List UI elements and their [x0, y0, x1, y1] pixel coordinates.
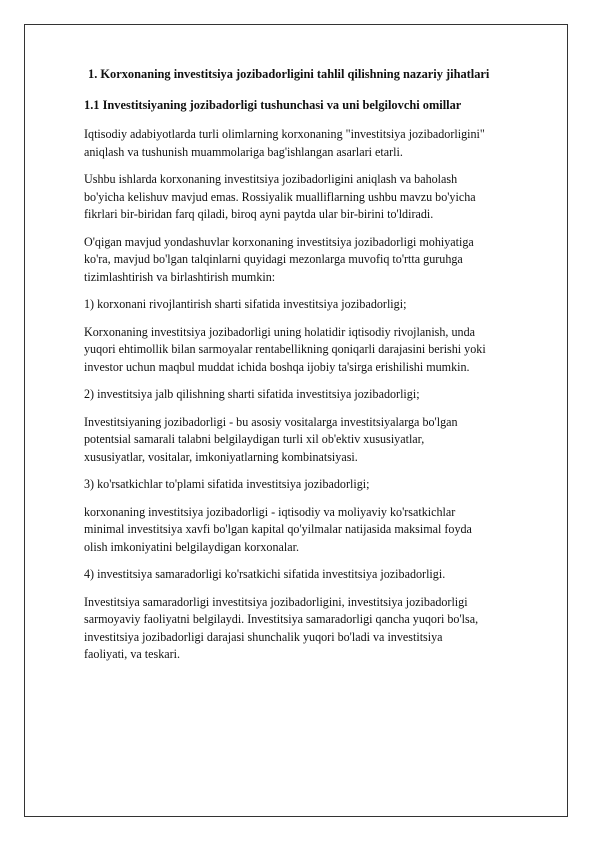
- text-line: Investitsiyaning jozibadorligi - bu asosiy vositalarga investitsiyalarga bo'lgan: [84, 414, 458, 429]
- text-line: xususiyatlar, vositalar, imkoniyatlarning kombinatsiyasi.: [84, 449, 358, 464]
- text-line: aniqlash va tushunish muammolariga bag'ishlangan asarlari etarli.: [84, 144, 403, 159]
- paragraph: [84, 414, 554, 467]
- list-item: [84, 476, 554, 494]
- section-heading: 1. Korxonaning investitsiya jozibadorligini tahlil qilishning nazariy jihatlari: [88, 67, 490, 81]
- text-line: Korxonaning investitsiya jozibadorligi uning holatidir iqtisodiy rivojlanish, unda: [84, 324, 475, 339]
- text-line: minimal investitsiya xavfi bo'lgan kapital qo'yilmalar natijasida maksimal foyda: [84, 522, 472, 536]
- text-line: olish imkoniyatini belgilaydigan korxonalar.: [84, 539, 299, 554]
- text-line: tizimlashtirish va birlashtirish mumkin:: [84, 269, 276, 284]
- text-line: potentsial samarali talabni belgilaydigan turli xil ob'ektiv xususiyatlar,: [84, 432, 425, 446]
- text-line: Iqtisodiy adabiyotlarda turli olimlarning korxonaning "investitsiya jozibadorligini": [84, 127, 485, 141]
- paragraph: [84, 234, 554, 287]
- text-line: O'qigan mavjud yondashuvlar korxonaning investitsiya jozibadorligi mohiyatiga: [84, 234, 474, 249]
- list-item: [84, 566, 554, 584]
- subsection-heading: 1.1 Investitsiyaning jozibadorligi tushunchasi va uni belgilovchi omillar: [84, 97, 462, 112]
- list-item: [84, 296, 554, 314]
- text-line: Investitsiya samaradorligi investitsiya jozibadorligini, investitsiya jozibadorligi: [84, 594, 468, 609]
- paragraph: [84, 594, 554, 664]
- text-line: Ushbu ishlarda korxonaning investitsiya jozibadorligini aniqlash va baholash: [84, 172, 458, 186]
- text-line: korxonaning investitsiya jozibadorligi - iqtisodiy va moliyaviy ko'rsatkichlar: [84, 504, 456, 519]
- paragraph: [84, 171, 554, 224]
- text-line: investitsiya jozibadorligi darajasi shunchalik yuqori bo'ladi va investitsiya: [84, 629, 443, 644]
- text-line: 1) korxonani rivojlantirish sharti sifatida investitsiya jozibadorligi;: [84, 297, 407, 311]
- text-line: yuqori ehtimollik bilan sarmoyalar rentabellikning qoniqarli darajasini berishi yoki: [84, 342, 486, 356]
- text-line: investor uchun maqbul muddat ichida boshqa ijobiy ta'sirga erishilishi mumkin.: [84, 359, 470, 374]
- text-line: bo'yicha kelishuv mavjud emas. Rossiyalik mualliflarning ushbu mavzu bo'yicha: [84, 189, 476, 204]
- text-line: ko'ra, mavjud bo'lgan talqinlarni quyidagi mezonlarga muvofiq to'rtta guruhga: [84, 252, 463, 266]
- text-line: faoliyati, va teskari.: [84, 647, 181, 661]
- document-body: [84, 66, 554, 674]
- paragraph: [84, 504, 554, 557]
- text-line: 2) investitsiya jalb qilishning sharti sifatida investitsiya jozibadorligi;: [84, 387, 420, 401]
- text-line: fikrlari bir-biridan farq qiladi, biroq ayni paytda ular bir-birini to'ldiradi.: [84, 207, 434, 221]
- paragraph: [84, 324, 554, 377]
- text-line: 4) investitsiya samaradorligi ko'rsatkichi sifatida investitsiya jozibadorligi.: [84, 567, 446, 581]
- list-item: [84, 386, 554, 404]
- paragraph: [84, 126, 554, 161]
- text-line: 3) ko'rsatkichlar to'plami sifatida investitsiya jozibadorligi;: [84, 477, 370, 491]
- text-line: sarmoyaviy faoliyatni belgilaydi. Investitsiya samaradorligi qancha yuqori bo'lsa,: [84, 612, 479, 626]
